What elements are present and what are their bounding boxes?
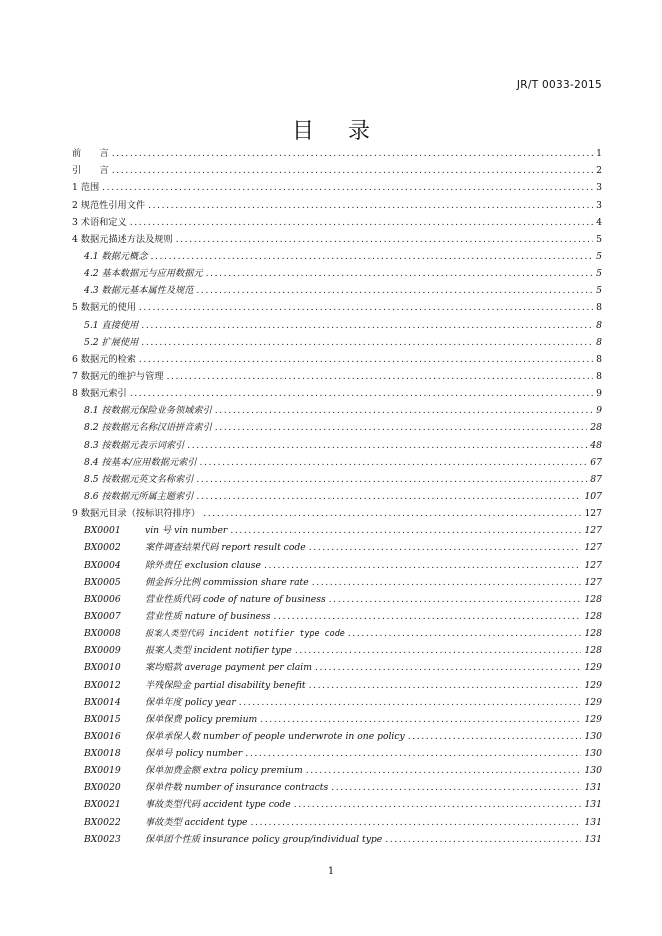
toc-entry-label bbox=[84, 697, 236, 709]
toc-entry-label bbox=[84, 645, 292, 657]
toc-entry-label bbox=[84, 594, 326, 606]
dot-leader bbox=[203, 508, 581, 520]
dot-leader bbox=[130, 217, 593, 229]
dot-leader bbox=[348, 628, 582, 640]
dot-leader bbox=[294, 799, 582, 811]
toc-entry-page: 127 bbox=[584, 508, 602, 520]
toc-entry-page: 128 bbox=[584, 645, 602, 657]
toc-entry-page: 3 bbox=[596, 182, 602, 194]
toc-entry-label: 8.5 按数据元英文名称索引 bbox=[84, 473, 194, 485]
toc-data-element-entry[interactable] bbox=[72, 572, 602, 589]
toc-entry-label bbox=[84, 731, 405, 743]
toc-entry-page: 8 bbox=[596, 319, 602, 331]
toc-entry[interactable] bbox=[72, 263, 602, 280]
dot-leader bbox=[250, 817, 581, 829]
toc-entry-label: 8 数据元索引 bbox=[72, 388, 127, 400]
dot-leader bbox=[141, 337, 593, 349]
toc-entry[interactable] bbox=[72, 314, 602, 331]
toc-entry[interactable] bbox=[72, 434, 602, 451]
toc-entry-label: 8.2 按数据元名称汉语拼音索引 bbox=[84, 422, 212, 434]
toc-entry[interactable] bbox=[72, 400, 602, 417]
toc-data-element-entry[interactable] bbox=[72, 743, 602, 760]
dot-leader bbox=[200, 457, 588, 469]
toc-data-element-entry[interactable] bbox=[72, 794, 602, 811]
data-element-name: 报案人类型 incident notifier type bbox=[145, 645, 292, 657]
toc-entry-label: 8.3 按数据元表示词索引 bbox=[84, 439, 185, 451]
toc-entry[interactable] bbox=[72, 503, 602, 520]
toc-entry-label bbox=[84, 714, 257, 726]
toc-data-element-entry[interactable] bbox=[72, 726, 602, 743]
data-element-name: 营业性质代码 code of nature of business bbox=[145, 593, 326, 605]
data-element-code: BX0014 bbox=[84, 696, 121, 708]
dot-leader bbox=[130, 388, 593, 400]
toc-data-element-entry[interactable] bbox=[72, 760, 602, 777]
toc-entry-label: 7 数据元的维护与管理 bbox=[72, 370, 164, 382]
toc-entry-page: 131 bbox=[584, 799, 602, 811]
toc-entry[interactable] bbox=[72, 383, 602, 400]
toc-entry-page: 9 bbox=[596, 388, 602, 400]
dot-leader bbox=[215, 405, 593, 417]
toc-entry[interactable] bbox=[72, 177, 602, 194]
toc-entry[interactable] bbox=[72, 332, 602, 349]
toc-entry-page: 9 bbox=[596, 405, 602, 417]
toc-entry[interactable] bbox=[72, 349, 602, 366]
toc-entry-label: 5 数据元的使用 bbox=[72, 302, 136, 314]
toc-entry-label bbox=[84, 560, 261, 572]
toc-entry[interactable] bbox=[72, 143, 602, 160]
toc-data-element-entry[interactable] bbox=[72, 709, 602, 726]
toc-entry-page: 4 bbox=[596, 216, 602, 228]
toc-entry-label bbox=[84, 765, 303, 777]
toc-data-element-entry[interactable] bbox=[72, 674, 602, 691]
dot-leader bbox=[148, 200, 593, 212]
toc-entry[interactable] bbox=[72, 469, 602, 486]
toc-entry-page: 129 bbox=[584, 696, 602, 708]
toc-entry-label: 9 数据元目录（按标识符排序） bbox=[72, 508, 201, 520]
data-element-name: 佣金拆分比例 commission share rate bbox=[145, 576, 309, 588]
toc-entry-label bbox=[84, 782, 328, 794]
data-element-name: 保单号 policy number bbox=[145, 748, 243, 760]
data-element-code: BX0015 bbox=[84, 713, 121, 725]
data-element-code: BX0022 bbox=[84, 816, 121, 828]
toc-entry-label: 8.6 按数据元所属主题索引 bbox=[84, 490, 194, 502]
toc-title: 目录 bbox=[291, 119, 404, 144]
toc-entry-page: 48 bbox=[590, 439, 602, 451]
toc-entry[interactable] bbox=[72, 452, 602, 469]
toc-entry[interactable] bbox=[72, 417, 602, 434]
data-element-name: 事故类型代码 accident type code bbox=[145, 799, 291, 811]
data-element-name: 除外责任 exclusion clause bbox=[145, 559, 261, 571]
toc-entry-page: 87 bbox=[590, 473, 602, 485]
data-element-code: BX0001 bbox=[84, 525, 121, 537]
dot-leader bbox=[187, 440, 587, 452]
toc-entry-page: 131 bbox=[584, 782, 602, 794]
data-element-name: 保单承保人数 number of people underwrote in one policy bbox=[145, 730, 405, 742]
toc-entry-page: 130 bbox=[584, 748, 602, 760]
toc-data-element-entry[interactable] bbox=[72, 520, 602, 537]
toc-entry-label: 2 规范性引用文件 bbox=[72, 199, 146, 211]
toc-entry-page: 130 bbox=[584, 765, 602, 777]
data-element-code: BX0018 bbox=[84, 748, 121, 760]
data-element-name: 保单团个性质 insurance policy group/individual type bbox=[145, 833, 383, 845]
dot-leader bbox=[309, 542, 582, 554]
toc-entry-label bbox=[84, 748, 242, 760]
toc-entry-label bbox=[84, 817, 247, 829]
toc-entry-page: 2 bbox=[596, 165, 602, 177]
data-element-name: 案件调查结果代码 report result code bbox=[145, 542, 306, 554]
dot-leader bbox=[274, 611, 582, 623]
data-element-code: BX0006 bbox=[84, 593, 121, 605]
dot-leader bbox=[315, 662, 581, 674]
data-element-code: BX0009 bbox=[84, 645, 121, 657]
data-element-name: 保单保费 policy premium bbox=[145, 713, 258, 725]
toc-entry-label bbox=[84, 525, 227, 537]
dot-leader bbox=[150, 251, 593, 263]
data-element-code: BX0002 bbox=[84, 542, 121, 554]
toc-entry-page: 128 bbox=[584, 628, 602, 640]
data-element-name: 案均赔款 average payment per claim bbox=[145, 662, 312, 674]
toc-data-element-entry[interactable] bbox=[72, 554, 602, 571]
toc-entry-label: 4.2 基本数据元与应用数据元 bbox=[84, 268, 203, 280]
toc-entry-label: 8.4 按基本/应用数据元索引 bbox=[84, 456, 197, 468]
toc-entry[interactable] bbox=[72, 160, 602, 177]
toc-entry-page: 8 bbox=[596, 302, 602, 314]
toc-entry-page: 5 bbox=[596, 268, 602, 280]
toc-entry-page: 3 bbox=[596, 199, 602, 211]
dot-leader bbox=[215, 422, 588, 434]
data-element-name: 营业性质 nature of business bbox=[145, 610, 271, 622]
toc-entry-page: 127 bbox=[584, 542, 602, 554]
dot-leader bbox=[139, 302, 593, 314]
toc-entry-page: 28 bbox=[590, 422, 602, 434]
dot-leader bbox=[306, 765, 582, 777]
toc-entry-label: 引 言 bbox=[72, 165, 109, 177]
dot-leader bbox=[260, 714, 581, 726]
toc-entry-page: 128 bbox=[584, 610, 602, 622]
toc-entry-label: 6 数据元的检索 bbox=[72, 353, 136, 365]
toc-data-element-entry[interactable] bbox=[72, 537, 602, 554]
toc-entry[interactable] bbox=[72, 194, 602, 211]
toc-entry-page: 67 bbox=[590, 456, 602, 468]
toc-entry-label: 3 术语和定义 bbox=[72, 216, 127, 228]
toc-entry-label bbox=[84, 627, 345, 640]
toc-data-element-entry[interactable] bbox=[72, 640, 602, 657]
toc-data-element-entry[interactable] bbox=[72, 657, 602, 674]
dot-leader bbox=[245, 748, 581, 760]
toc-entry-label: 5.1 直接使用 bbox=[84, 319, 139, 331]
data-element-code: BX0007 bbox=[84, 610, 121, 622]
dot-leader bbox=[264, 560, 582, 572]
data-element-code: BX0023 bbox=[84, 833, 121, 845]
toc-entry-page: 129 bbox=[584, 713, 602, 725]
toc-data-element-entry[interactable] bbox=[72, 777, 602, 794]
data-element-code: BX0005 bbox=[84, 576, 121, 588]
toc-entry-page: 129 bbox=[584, 679, 602, 691]
toc-entry[interactable] bbox=[72, 246, 602, 263]
toc-entry-page: 5 bbox=[596, 285, 602, 297]
toc-entry-label bbox=[84, 834, 382, 846]
toc-entry-label: 4 数据元描述方法及规则 bbox=[72, 233, 173, 245]
data-element-code: BX0019 bbox=[84, 765, 121, 777]
data-element-name: 保单年度 policy year bbox=[145, 696, 236, 708]
dot-leader bbox=[102, 182, 593, 194]
toc-entry-page: 1 bbox=[596, 148, 602, 160]
dot-leader bbox=[196, 474, 587, 486]
toc-data-element-entry[interactable] bbox=[72, 811, 602, 828]
toc-entry-page: 130 bbox=[584, 730, 602, 742]
toc-entry-label bbox=[84, 662, 312, 674]
toc-entry[interactable] bbox=[72, 212, 602, 229]
dot-leader bbox=[312, 577, 582, 589]
dot-leader bbox=[295, 645, 582, 657]
toc-entry[interactable] bbox=[72, 366, 602, 383]
toc-entry-label bbox=[84, 799, 291, 811]
data-element-code: BX0021 bbox=[84, 799, 121, 811]
toc-entry-label bbox=[84, 577, 309, 589]
dot-leader bbox=[166, 371, 593, 383]
toc-entry-page: 8 bbox=[596, 370, 602, 382]
data-element-code: BX0012 bbox=[84, 679, 121, 691]
toc-entry-page: 127 bbox=[584, 525, 602, 537]
data-element-name: 保单件数 number of insurance contracts bbox=[145, 782, 329, 794]
dot-leader bbox=[196, 285, 593, 297]
toc-entry-label: 4.3 数据元基本属性及规范 bbox=[84, 285, 194, 297]
toc-data-element-entry[interactable] bbox=[72, 692, 602, 709]
toc-data-element-entry[interactable] bbox=[72, 589, 602, 606]
toc-data-element-entry[interactable] bbox=[72, 606, 602, 623]
data-element-code: BX0010 bbox=[84, 662, 121, 674]
data-element-code: BX0008 bbox=[84, 628, 121, 640]
dot-leader bbox=[112, 148, 593, 160]
toc-entry-page: 131 bbox=[584, 816, 602, 828]
dot-leader bbox=[408, 731, 582, 743]
dot-leader bbox=[139, 354, 593, 366]
data-element-code: BX0016 bbox=[84, 730, 121, 742]
toc-entry-page: 127 bbox=[584, 576, 602, 588]
data-element-code: BX0004 bbox=[84, 559, 121, 571]
dot-leader bbox=[309, 680, 582, 692]
toc-entry[interactable] bbox=[72, 297, 602, 314]
dot-leader bbox=[385, 834, 581, 846]
standard-code: JR/T 0033-2015 bbox=[516, 79, 602, 91]
toc-entry-label: 5.2 扩展使用 bbox=[84, 336, 139, 348]
toc-entry-label bbox=[84, 542, 306, 554]
dot-leader bbox=[239, 697, 582, 709]
dot-leader bbox=[230, 525, 581, 537]
toc-data-element-entry[interactable] bbox=[72, 623, 602, 640]
toc-entry-label bbox=[84, 680, 306, 692]
toc-entry[interactable] bbox=[72, 280, 602, 297]
page-number: 1 bbox=[327, 866, 335, 877]
data-element-name: vin 号 vin number bbox=[145, 525, 228, 537]
toc-entry-label: 1 范围 bbox=[72, 182, 100, 194]
data-element-name: 保单加费金额 extra policy premium bbox=[145, 765, 303, 777]
toc-entry[interactable] bbox=[72, 229, 602, 246]
toc-entry-page: 127 bbox=[584, 559, 602, 571]
dot-leader bbox=[196, 491, 581, 503]
toc-entry[interactable] bbox=[72, 486, 602, 503]
dot-leader bbox=[112, 165, 593, 177]
dot-leader bbox=[176, 234, 594, 246]
toc-entry-label: 前 言 bbox=[72, 148, 109, 160]
toc-data-element-entry[interactable] bbox=[72, 829, 602, 846]
data-element-name: 半残保险金 partial disability benefit bbox=[145, 679, 306, 691]
data-element-name: 报案人类型代码 incident notifier type code bbox=[145, 628, 345, 639]
toc-entry-label: 4.1 数据元概念 bbox=[84, 250, 148, 262]
dot-leader bbox=[206, 268, 594, 280]
dot-leader bbox=[329, 594, 582, 606]
toc-entry-page: 131 bbox=[584, 833, 602, 845]
toc-entry-label bbox=[84, 611, 271, 623]
toc-entry-page: 8 bbox=[596, 353, 602, 365]
data-element-name: 事故类型 accident type bbox=[145, 816, 248, 828]
toc-entry-page: 5 bbox=[596, 250, 602, 262]
toc-entry-page: 107 bbox=[584, 490, 602, 502]
toc-entry-page: 128 bbox=[584, 593, 602, 605]
table-of-contents bbox=[72, 143, 602, 846]
toc-entry-page: 5 bbox=[596, 233, 602, 245]
dot-leader bbox=[141, 320, 593, 332]
dot-leader bbox=[331, 782, 581, 794]
toc-entry-label: 8.1 按数据元保险业务领域索引 bbox=[84, 405, 212, 417]
toc-entry-page: 129 bbox=[584, 662, 602, 674]
data-element-code: BX0020 bbox=[84, 782, 121, 794]
toc-entry-page: 8 bbox=[596, 336, 602, 348]
